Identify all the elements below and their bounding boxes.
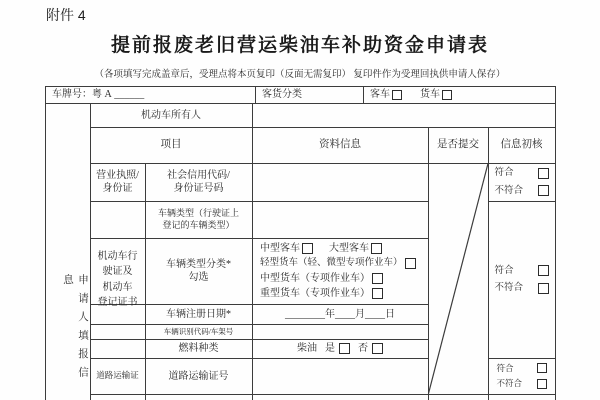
passenger-label: 客车 xyxy=(370,89,390,100)
vehicle-type-label: 车辆类型（行驶证上 登记的车辆类型） xyxy=(157,207,239,230)
vehicle-type-value-cell[interactable] xyxy=(252,201,428,238)
checkbox-road-pass[interactable] xyxy=(537,363,547,373)
checkbox-mid-bus[interactable] xyxy=(302,243,313,254)
review-pass-label: 符合 xyxy=(496,362,514,373)
applicant-fill-band: 申请人填报信息 xyxy=(62,274,88,385)
checkbox-road-fail[interactable] xyxy=(537,379,547,389)
checkbox-license-pass[interactable] xyxy=(538,168,549,179)
header-info: 资料信息 xyxy=(319,139,361,151)
type-options-cell xyxy=(252,238,428,304)
fuel-type-label: 柴油 xyxy=(297,343,317,354)
review-fail-label: 不符合 xyxy=(494,283,524,293)
fuel-value-cell xyxy=(252,339,428,358)
type-select-label: 车辆类型分类* 勾选 xyxy=(166,259,231,283)
attachment-label: 附件 4 xyxy=(46,7,86,23)
header-submit: 是否提交 xyxy=(437,139,479,151)
fuel-label: 燃料种类 xyxy=(178,343,219,354)
checkbox-mid-truck[interactable] xyxy=(372,273,383,284)
reg-date-value[interactable]: ________年____月____日 xyxy=(285,308,395,320)
checkbox-passenger[interactable] xyxy=(392,90,402,100)
cargo-class-label: 客货分类 xyxy=(262,89,302,100)
checkbox-vehicle-fail[interactable] xyxy=(538,283,549,294)
header-review: 信息初核 xyxy=(500,139,543,151)
table-line xyxy=(428,127,429,400)
option-large-bus: 大型客车 xyxy=(329,243,369,255)
road-cert-value-cell[interactable] xyxy=(252,358,428,394)
reg-date-label: 车辆注册日期* xyxy=(166,308,231,320)
option-mid-bus: 中型客车 xyxy=(260,243,300,255)
plate-number-label: 车牌号：粤 A xyxy=(52,89,112,100)
table-line xyxy=(555,86,556,400)
form-title: 提前报废老旧营运柴油车补助资金申请表 xyxy=(110,35,489,56)
owner-value-cell[interactable] xyxy=(252,103,555,127)
option-mid-truck: 中型货车（专项作业车） xyxy=(260,272,370,284)
option-heavy-truck: 重型货车（专项作业车） xyxy=(260,287,370,299)
cargo-class-options xyxy=(363,86,555,103)
fuel-no-label: 否 xyxy=(358,343,368,354)
option-light-truck: 轻型货车（轻、微型专项作业车） xyxy=(260,258,403,269)
vehicle-review-cell xyxy=(488,201,555,358)
plate-number-blank[interactable]: ______ xyxy=(114,89,145,100)
vehicle-cert-group-label: 机动车行 驶证及 机动车 登记证书 xyxy=(97,250,138,308)
plate-number-cell xyxy=(45,86,255,103)
table-line xyxy=(90,394,555,395)
road-cert-group-label: 道路运输证 xyxy=(96,370,139,381)
vin-value-cell[interactable] xyxy=(252,324,428,339)
road-cert-number-label: 道路运输证号 xyxy=(168,370,229,382)
license-group-label: 营业执照/ 身份证 xyxy=(96,170,139,194)
checkbox-large-bus[interactable] xyxy=(371,243,382,254)
road-review-cell xyxy=(488,358,555,394)
checkbox-fuel-no[interactable] xyxy=(372,343,383,354)
owner-label: 机动车所有人 xyxy=(141,109,201,121)
fuel-yes-label: 是 xyxy=(325,343,335,354)
checkbox-vehicle-pass[interactable] xyxy=(538,265,549,276)
vin-label: 车辆识别代码/车架号 xyxy=(163,326,234,336)
review-fail-label: 不符合 xyxy=(494,185,524,196)
truck-label: 货车 xyxy=(420,89,440,100)
review-pass-label: 符合 xyxy=(494,265,514,276)
checkbox-license-fail[interactable] xyxy=(538,185,549,196)
header-item: 项目 xyxy=(160,139,182,151)
checkbox-light-truck[interactable] xyxy=(405,258,416,269)
credit-code-value-cell[interactable] xyxy=(252,163,428,201)
form-subtitle: （各项填写完成盖章后，受理点将本页复印（反面无需复印） 复印件作为受理回执供申请人保存） xyxy=(94,70,506,80)
review-fail-label: 不符合 xyxy=(496,378,523,388)
license-review-cell xyxy=(488,163,555,201)
review-pass-label: 符合 xyxy=(494,168,514,179)
credit-code-label: 社会信用代码/ 身份证号码 xyxy=(167,170,230,194)
checkbox-truck[interactable] xyxy=(442,90,452,100)
checkbox-fuel-yes[interactable] xyxy=(339,343,350,354)
checkbox-heavy-truck[interactable] xyxy=(372,288,383,299)
